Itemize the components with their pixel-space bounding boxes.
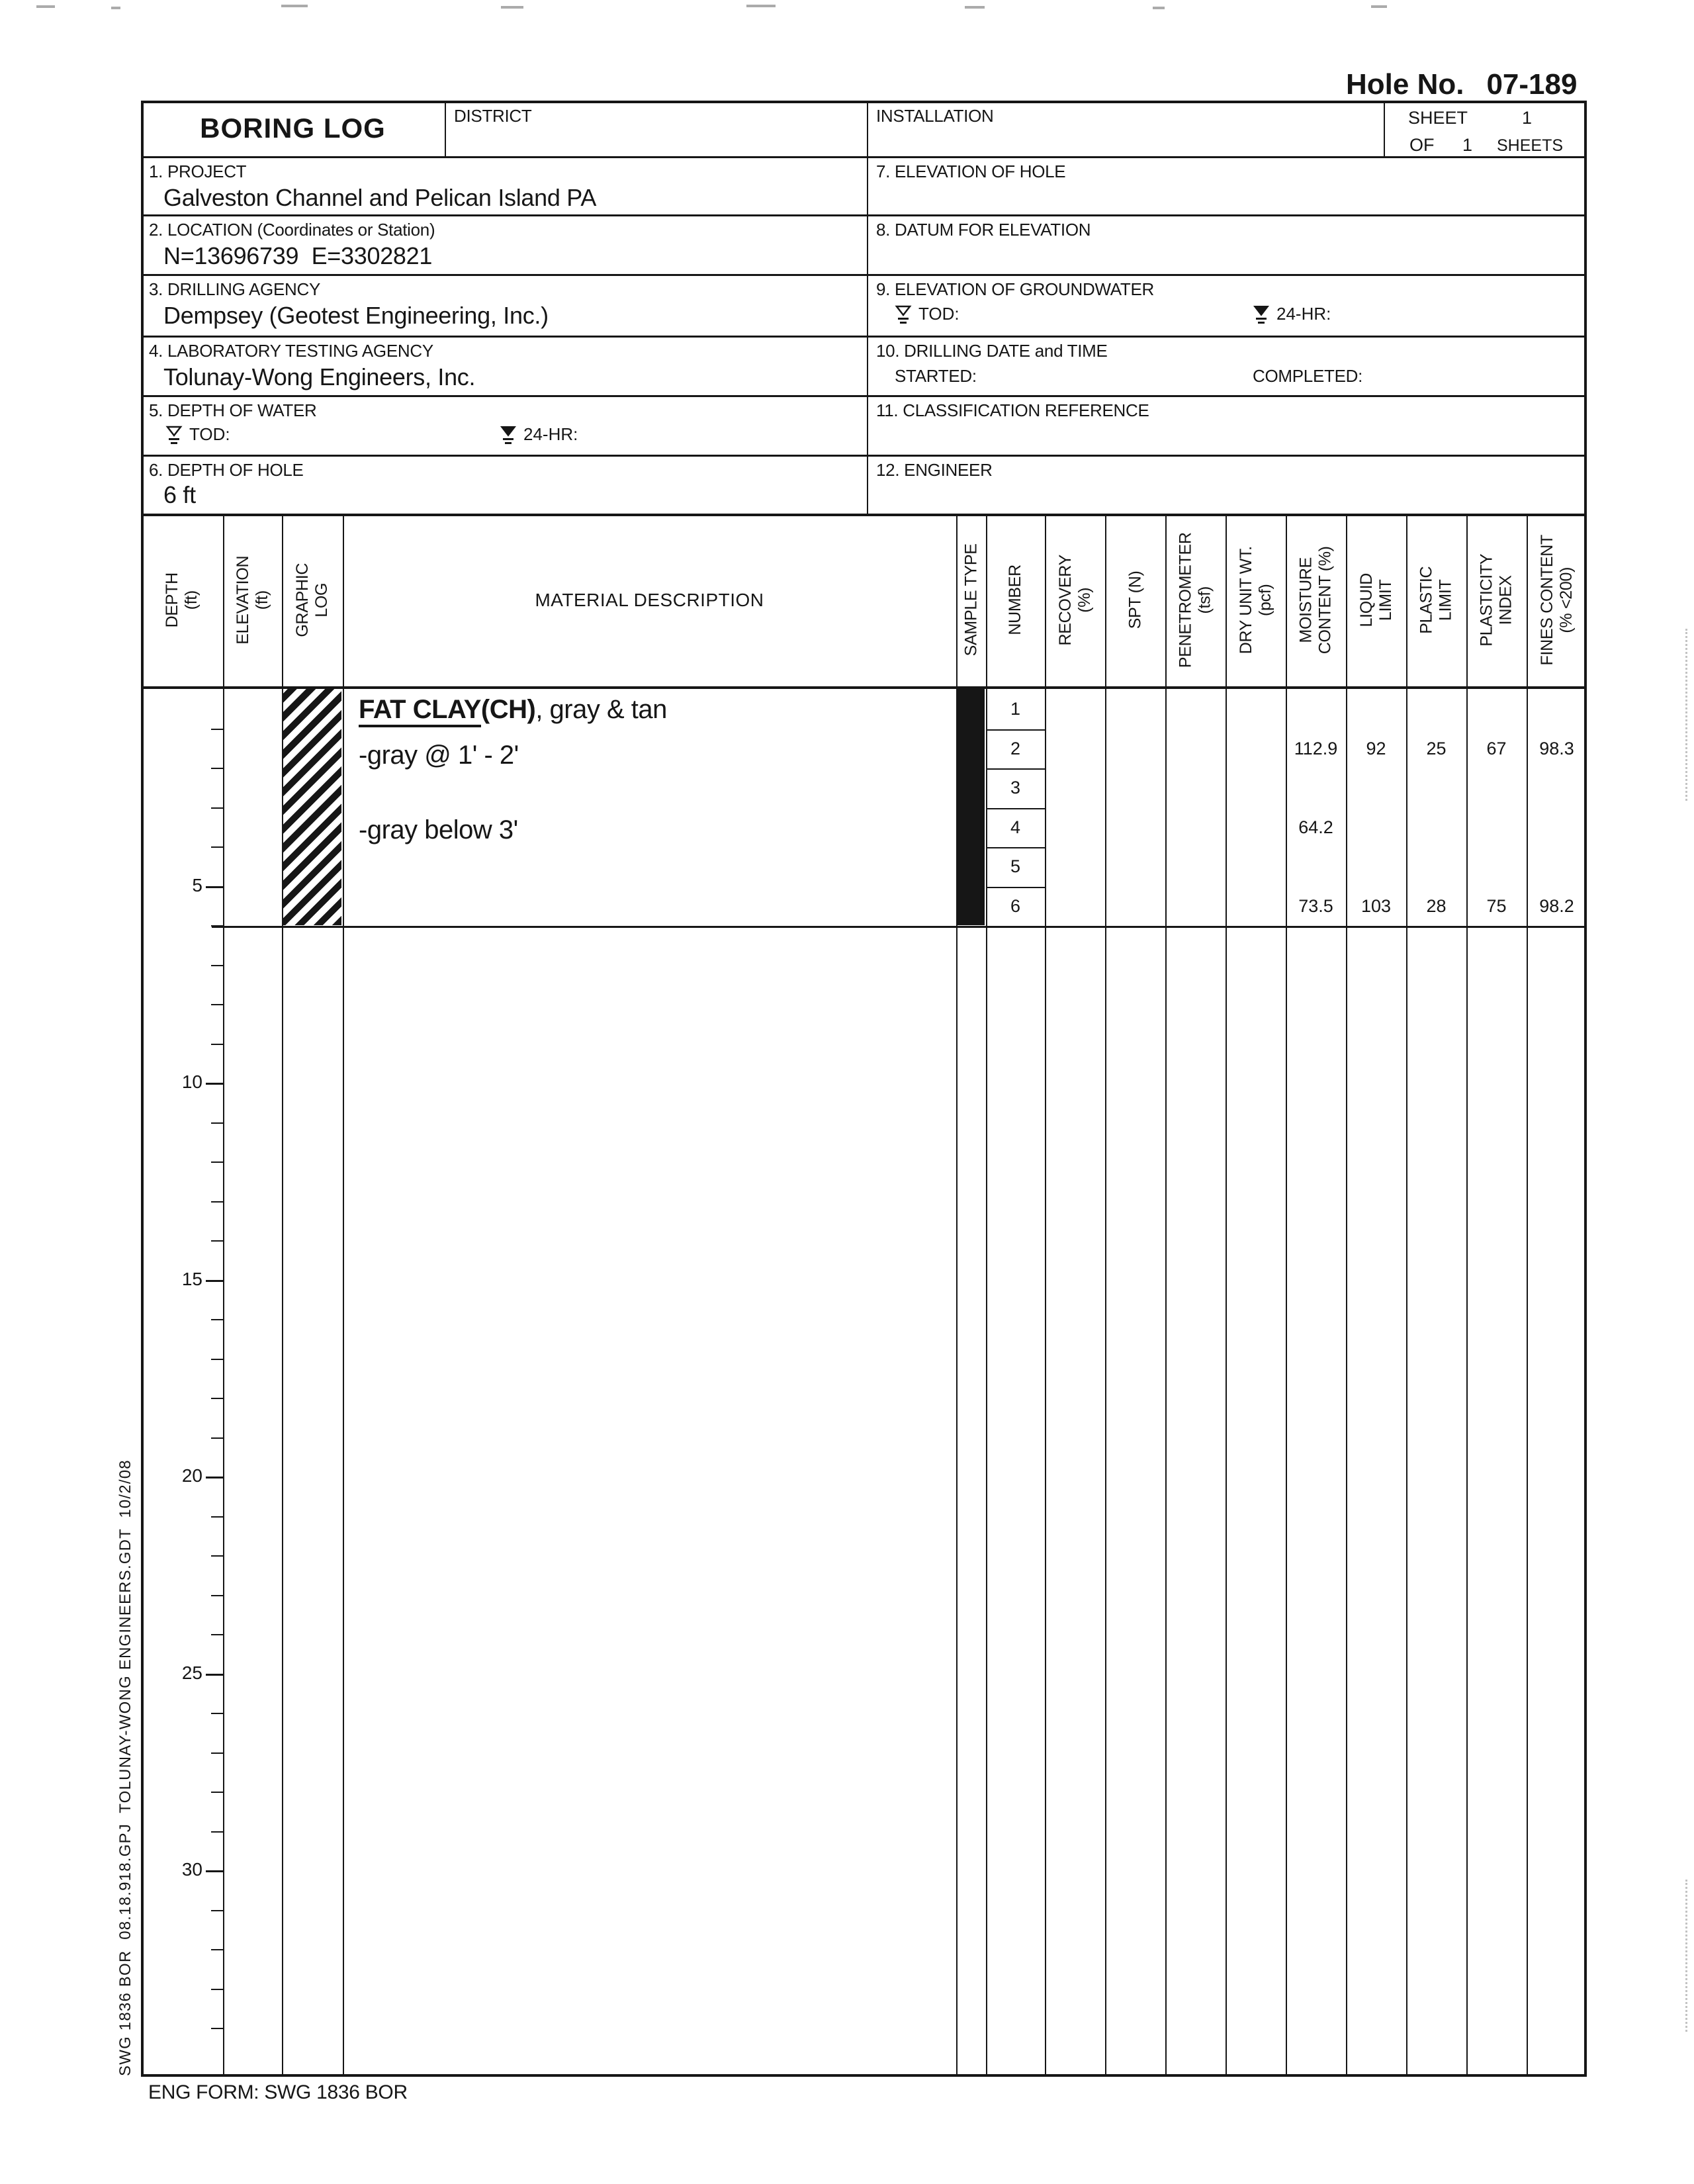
depth-tick <box>211 1437 223 1439</box>
depth-tick <box>211 1398 223 1399</box>
water-level-tod-icon <box>165 425 183 446</box>
depth-tick-label: 5 <box>192 875 202 895</box>
depth-tick <box>211 965 223 966</box>
engineer-label: 12. ENGINEER <box>876 460 993 480</box>
column-divider <box>1226 514 1227 2074</box>
lab-agency-label: 4. LABORATORY TESTING AGENCY <box>149 341 433 361</box>
depth-tick-label: 15 <box>181 1269 202 1289</box>
material-description-line <box>359 695 667 725</box>
scan-artifact <box>281 5 308 7</box>
row-divider <box>141 156 1587 158</box>
lab-value-plastic-limit: 28 <box>1426 896 1447 916</box>
column-header-material-description: MATERIAL DESCRIPTION <box>535 589 764 610</box>
sample-number-cell: 6 <box>1010 896 1021 916</box>
column-header-number: NUMBER <box>1006 565 1025 635</box>
depth-tick <box>211 2028 223 2029</box>
column-divider <box>1105 514 1106 2074</box>
depth-tick <box>211 1516 223 1518</box>
water-level-24hr-icon <box>1253 304 1270 326</box>
depth-tick-label: 25 <box>181 1662 202 1683</box>
row-divider <box>141 455 1587 457</box>
scan-artifact <box>1685 1880 1687 2032</box>
lab-value-plasticity-index: 75 <box>1486 896 1507 916</box>
drilling-agency-label: 3. DRILLING AGENCY <box>149 279 321 299</box>
depth-tick <box>211 1122 223 1124</box>
depth-tick <box>211 1359 223 1360</box>
lab-value-plasticity-index: 67 <box>1486 739 1507 758</box>
classification-reference-label: 11. CLASSIFICATION REFERENCE <box>876 400 1149 420</box>
sheet-box-divider <box>1384 101 1385 156</box>
hr24-label: 24-HR: <box>523 424 578 444</box>
column-header-spt: SPT (N) <box>1126 570 1145 629</box>
depth-tick-major <box>206 886 223 888</box>
soil-description-suffix: , gray & tan <box>535 695 667 724</box>
stratum-boundary-line <box>212 926 1587 928</box>
column-header-plastic-limit: PLASTIC LIMIT <box>1417 566 1455 634</box>
depth-tick <box>211 1752 223 1754</box>
column-header-graphic-log: GRAPHIC LOG <box>293 563 331 637</box>
project-value: Galveston Channel and Pelican Island PA <box>163 184 597 211</box>
material-note: -gray @ 1' - 2' <box>359 741 519 770</box>
water-level-tod-icon <box>895 304 912 326</box>
depth-of-water-24hr <box>500 424 578 445</box>
depth-of-water-tod <box>165 424 230 445</box>
depth-tick <box>211 1240 223 1242</box>
depth-tick-major <box>206 1674 223 1676</box>
depth-tick <box>211 1201 223 1203</box>
depth-tick <box>211 1634 223 1635</box>
scan-artifact <box>1371 5 1387 8</box>
lab-value-moisture: 73.5 <box>1298 896 1333 916</box>
column-header-plasticity-index: PLASTICITY INDEX <box>1477 553 1515 647</box>
row-divider <box>141 336 1587 338</box>
scan-artifact <box>111 7 120 9</box>
started-label: STARTED: <box>895 366 977 386</box>
hole-no-value: 07-189 <box>1486 68 1578 101</box>
row-divider <box>141 214 1587 216</box>
lab-value-liquid-limit: 92 <box>1366 739 1386 758</box>
column-divider <box>1165 514 1167 2074</box>
row-divider <box>141 274 1587 276</box>
soil-classification: (CH) <box>480 695 536 724</box>
drilling-agency-value: Dempsey (Geotest Engineering, Inc.) <box>163 302 549 329</box>
column-divider <box>223 514 224 2074</box>
hr24-label: 24-HR: <box>1276 303 1331 324</box>
lab-value-fines: 98.3 <box>1539 739 1574 758</box>
header-bottom-line <box>141 686 1587 689</box>
depth-tick <box>211 1792 223 1793</box>
scan-artifact <box>501 6 523 9</box>
depth-of-water-label: 5. DEPTH OF WATER <box>149 400 317 420</box>
groundwater-tod <box>895 303 959 324</box>
column-divider <box>282 514 283 2074</box>
depth-tick <box>211 1910 223 1911</box>
depth-tick <box>211 807 223 809</box>
depth-tick-major <box>206 1083 223 1085</box>
column-divider <box>1045 514 1046 2074</box>
depth-of-hole-value: 6 ft <box>163 481 196 508</box>
sample-number-cell: 3 <box>1010 778 1021 797</box>
scan-artifact <box>1153 7 1165 9</box>
drilling-date-label: 10. DRILLING DATE and TIME <box>876 341 1108 361</box>
column-header-penetrometer: PENETROMETER (tsf) <box>1176 532 1214 668</box>
elevation-groundwater-label: 9. ELEVATION OF GROUNDWATER <box>876 279 1154 299</box>
sheet-label: SHEET <box>1408 108 1468 128</box>
sample-row-divider <box>986 887 1045 888</box>
hole-no-label: Hole No. <box>1346 68 1464 101</box>
column-header-recovery: RECOVERY (%) <box>1055 554 1094 646</box>
lab-value-liquid-limit: 103 <box>1360 896 1392 916</box>
depth-tick <box>211 729 223 730</box>
depth-tick <box>211 1004 223 1005</box>
depth-tick <box>211 1555 223 1557</box>
sidebar-plot-info: SWG 1836 BOR 08.18.918.GPJ TOLUNAY-WONG ENGINEERS.GDT 10/2/08 <box>116 1459 134 2076</box>
completed-label: COMPLETED: <box>1253 366 1363 386</box>
lab-value-moisture: 64.2 <box>1298 817 1333 837</box>
depth-tick <box>211 1319 223 1320</box>
row-divider <box>141 395 1587 397</box>
project-label: 1. PROJECT <box>149 161 247 181</box>
depth-tick <box>211 1949 223 1950</box>
depth-tick <box>211 1989 223 1990</box>
depth-tick <box>211 768 223 769</box>
tod-label: TOD: <box>918 303 959 324</box>
column-header-depth: DEPTH (ft) <box>163 572 201 628</box>
sample-row-divider <box>986 808 1045 809</box>
scan-artifact <box>965 6 985 9</box>
district-label: DISTRICT <box>454 106 532 126</box>
graphic-log-hatch <box>283 688 341 925</box>
depth-tick <box>211 1831 223 1833</box>
scan-artifact <box>1685 629 1687 801</box>
lab-value-moisture: 112.9 <box>1294 739 1338 758</box>
water-level-24hr-icon <box>500 425 517 446</box>
groundwater-24hr <box>1253 303 1331 324</box>
sheets-label: SHEETS <box>1497 136 1564 155</box>
soil-name: FAT CLAY <box>359 695 481 727</box>
sample-row-divider <box>986 847 1045 848</box>
eng-form-label: ENG FORM: SWG 1836 BOR <box>148 2081 408 2103</box>
depth-of-hole-label: 6. DEPTH OF HOLE <box>149 460 304 480</box>
depth-tick-major <box>206 1477 223 1479</box>
column-header-sample-type: SAMPLE TYPE <box>961 543 981 657</box>
depth-tick-major <box>206 1280 223 1282</box>
installation-label: INSTALLATION <box>876 106 994 126</box>
column-header-liquid-limit: LIQUID LIMIT <box>1357 572 1395 627</box>
lab-agency-value: Tolunay-Wong Engineers, Inc. <box>163 363 476 390</box>
tod-label: TOD: <box>189 424 230 444</box>
column-header-fines-content: FINES CONTENT (% <200) <box>1537 534 1576 666</box>
form-title: BORING LOG <box>200 113 386 144</box>
lab-value-plastic-limit: 25 <box>1426 739 1447 758</box>
column-header-moisture-content: MOISTURE CONTENT (%) <box>1296 546 1335 654</box>
depth-tick <box>211 1713 223 1714</box>
sample-number-cell: 4 <box>1010 817 1021 837</box>
sample-number-cell: 5 <box>1010 856 1021 876</box>
elevation-of-hole-label: 7. ELEVATION OF HOLE <box>876 161 1066 181</box>
material-note: -gray below 3' <box>359 815 518 844</box>
scan-artifact <box>36 5 55 8</box>
sample-row-divider <box>986 729 1045 731</box>
column-divider <box>956 514 958 2074</box>
lab-value-fines: 98.2 <box>1539 896 1574 916</box>
scan-artifact <box>746 5 776 7</box>
location-label: 2. LOCATION (Coordinates or Station) <box>149 220 435 240</box>
depth-tick <box>211 846 223 848</box>
column-split-divider <box>867 101 868 514</box>
sample-number-cell: 1 <box>1010 699 1021 719</box>
datum-label: 8. DATUM FOR ELEVATION <box>876 220 1091 240</box>
column-header-dry-unit-wt: DRY UNIT WT. (pcf) <box>1236 545 1274 655</box>
sheets-value: 1 <box>1462 135 1473 155</box>
depth-tick-major <box>206 1870 223 1872</box>
location-value: N=13696739 E=3302821 <box>163 242 433 269</box>
sheet-value: 1 <box>1522 108 1533 128</box>
hole-no <box>1346 68 1577 101</box>
sample-number-cell: 2 <box>1010 739 1021 758</box>
depth-tick-label: 30 <box>181 1859 202 1880</box>
sample-type-bar <box>958 688 985 925</box>
depth-tick <box>211 1161 223 1163</box>
depth-tick <box>211 1044 223 1045</box>
depth-tick-label: 10 <box>181 1071 202 1092</box>
of-label: OF <box>1409 135 1435 155</box>
column-divider <box>343 514 344 2074</box>
column-header-elevation: ELEVATION (ft) <box>233 555 271 645</box>
depth-tick-label: 20 <box>181 1465 202 1486</box>
header-top-line <box>141 514 1587 516</box>
depth-tick <box>211 1595 223 1596</box>
title-divider <box>445 101 446 156</box>
sample-row-divider <box>986 768 1045 770</box>
